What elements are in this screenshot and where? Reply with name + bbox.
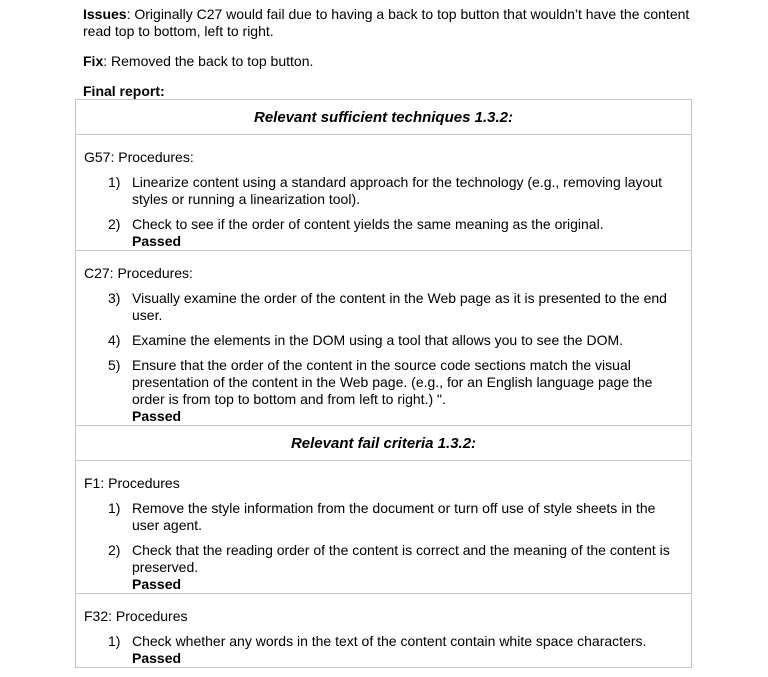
list-item: 2) Check that the reading order of the content is correct and the meaning of the content is preserved. Passed — [108, 542, 670, 592]
list-item: 1) Remove the style information from the document or turn off use of style sheets in the user agent. — [108, 500, 656, 533]
issues-text: : Originally C27 would fail due to having a back to top button that wouldn’t have the content read top to bottom, left to right. — [83, 6, 690, 39]
list-item: 1) Linearize content using a standard approach for the technology (e.g., removing layout styles or running a linearization tool). — [108, 174, 662, 207]
issues-paragraph — [83, 6, 693, 40]
issues-label: Issues — [83, 6, 127, 22]
list-item: 5) Ensure that the order of the content in the source code sections match the visual presentation of the content in the Web page. (e.g., for an English language page the order is from top to bottom and from left to right.) ". Passed — [108, 357, 653, 424]
g57-section — [76, 135, 692, 251]
sufficient-techniques-header: Relevant sufficient techniques 1.3.2: — [76, 100, 692, 135]
c27-steps — [84, 290, 683, 425]
f32-section — [76, 594, 692, 668]
list-item: 2) Check to see if the order of content yields the same meaning as the original. Passed — [108, 216, 604, 249]
fix-text: : Removed the back to top button. — [103, 53, 314, 69]
f1-section — [76, 461, 692, 594]
c27-section — [76, 251, 692, 426]
list-item: 3) Visually examine the order of the content in the Web page as it is presented to the end user. — [108, 290, 667, 323]
g57-steps — [84, 174, 683, 250]
status-passed: Passed — [132, 650, 182, 666]
f1-steps — [84, 500, 683, 593]
f32-steps — [84, 633, 683, 667]
final-report-table — [75, 99, 692, 668]
g57-title: G57: Procedures: — [84, 149, 194, 165]
status-passed: Passed — [132, 408, 182, 424]
fix-label: Fix — [83, 53, 104, 69]
status-passed: Passed — [132, 576, 182, 592]
fail-criteria-header: Relevant fail criteria 1.3.2: — [76, 426, 692, 461]
final-report-label: Final report: — [83, 83, 165, 99]
list-item: 4) Examine the elements in the DOM using a tool that allows you to see the DOM. — [108, 332, 624, 348]
c27-title: C27: Procedures: — [84, 265, 193, 281]
f32-title: F32: Procedures — [84, 608, 188, 624]
status-passed: Passed — [132, 233, 182, 249]
list-item: 1) Check whether any words in the text of the content contain white space characters. Passed — [108, 633, 647, 666]
f1-title: F1: Procedures — [84, 475, 180, 491]
fix-paragraph — [83, 53, 693, 70]
